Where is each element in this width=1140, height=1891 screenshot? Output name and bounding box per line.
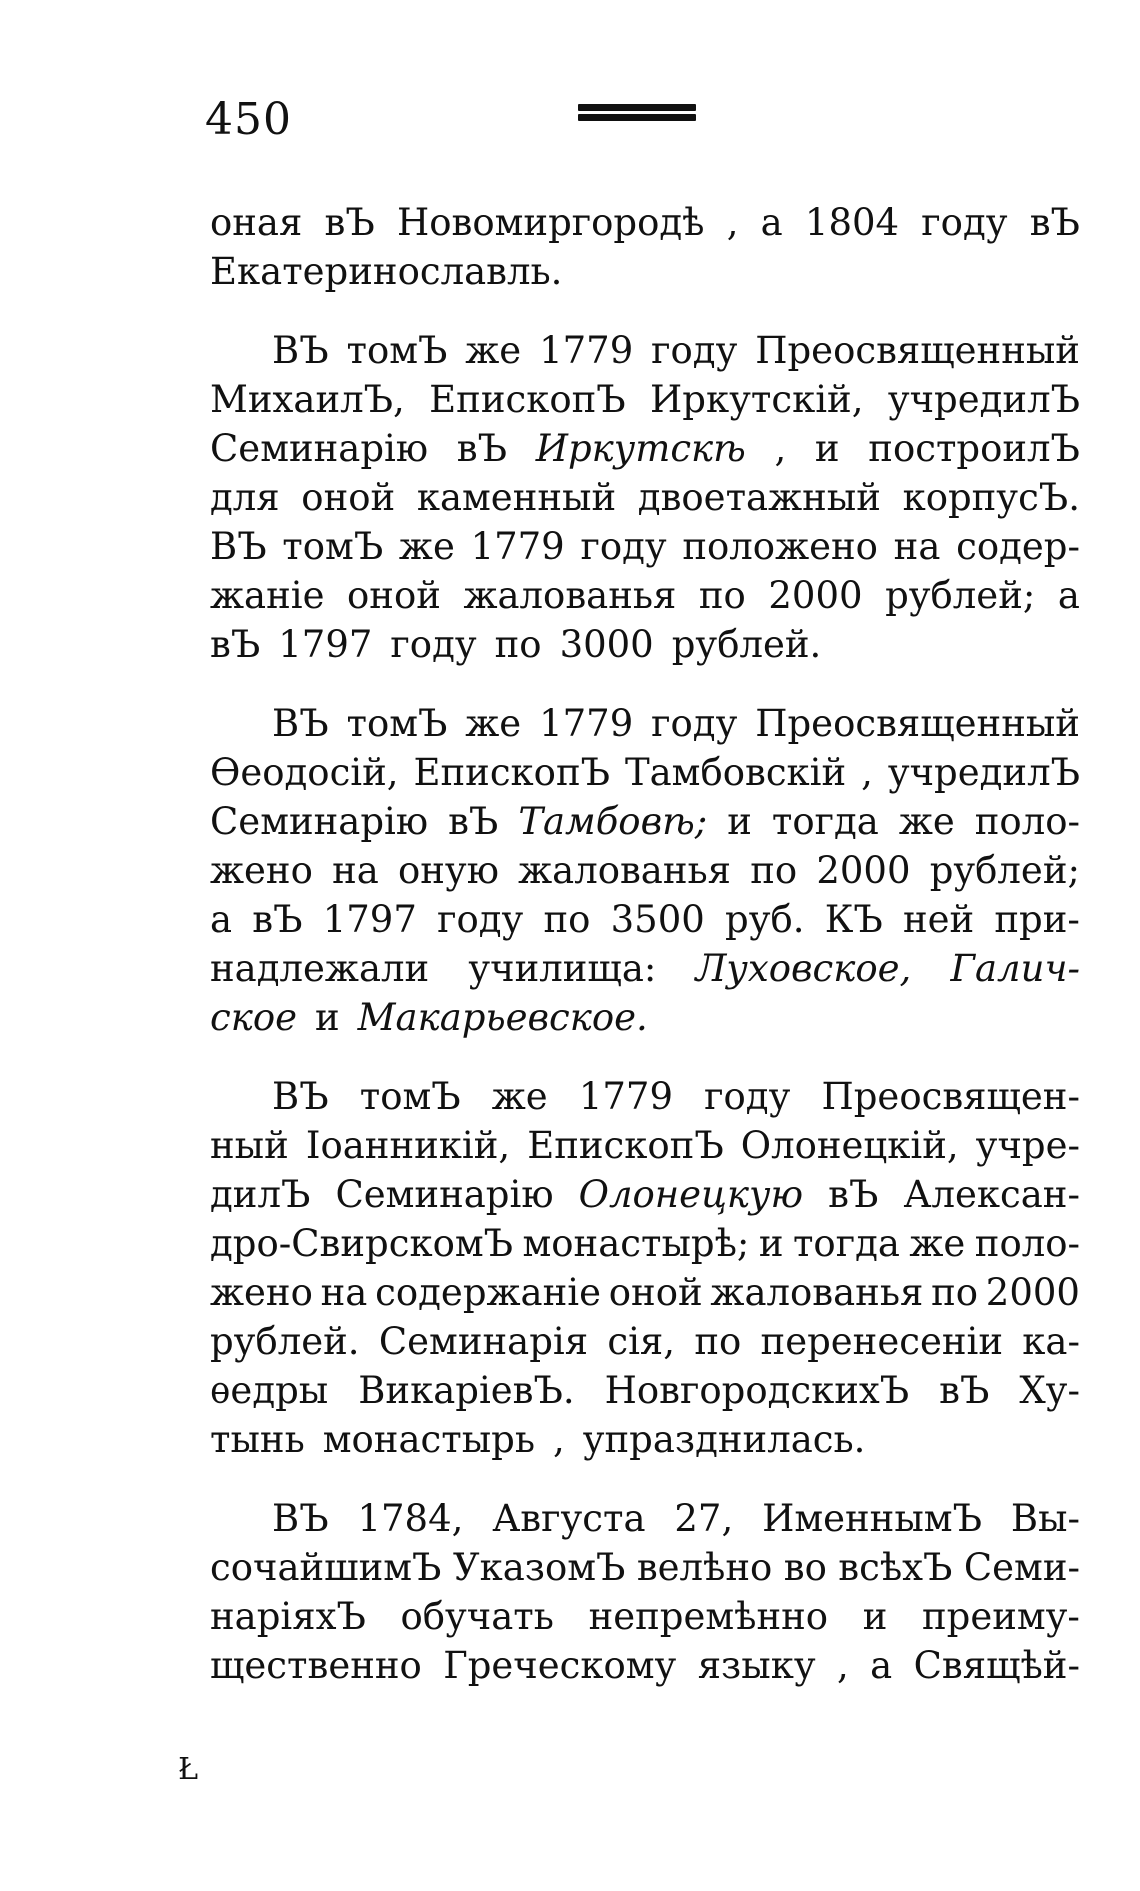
word: 3500 xyxy=(610,898,705,941)
word: , xyxy=(552,1418,565,1461)
word: содер- xyxy=(956,525,1080,568)
word: велѣно xyxy=(636,1546,773,1589)
word: рублей; xyxy=(929,849,1080,892)
word: 2000 xyxy=(816,849,911,892)
text-line xyxy=(210,375,1080,424)
word: Семи- xyxy=(963,1546,1080,1589)
word: вЪ xyxy=(448,800,499,843)
word: ѳедры xyxy=(210,1369,329,1412)
word: упразднилась. xyxy=(582,1418,866,1461)
word: ЕпископЪ xyxy=(413,751,610,794)
word: вЪ xyxy=(456,427,508,470)
word: году xyxy=(390,623,477,666)
word: а xyxy=(870,1644,893,1687)
word: и xyxy=(862,1595,888,1638)
word: Алексан- xyxy=(903,1173,1080,1216)
text-line xyxy=(210,748,1080,797)
word: учредилЪ xyxy=(887,378,1080,421)
word: по xyxy=(698,574,746,617)
word: на xyxy=(893,525,941,568)
word: жено xyxy=(210,849,313,892)
word: для xyxy=(210,476,280,519)
word: 27, xyxy=(674,1497,734,1540)
word: жалованья xyxy=(463,574,677,617)
word: оную xyxy=(397,849,499,892)
text-line xyxy=(210,1121,1080,1170)
word: году xyxy=(651,329,738,372)
word: Новомиргородѣ xyxy=(396,201,705,244)
word: руб. xyxy=(725,898,805,941)
word: дро-СвирскомЪ xyxy=(210,1222,514,1265)
word: же xyxy=(398,525,455,568)
word: сочайшимЪ xyxy=(210,1546,442,1589)
word: же xyxy=(465,329,522,372)
word: , xyxy=(836,1644,849,1687)
italic-word: ское xyxy=(210,996,297,1039)
word: УказомЪ xyxy=(452,1546,626,1589)
word: всѣхЪ xyxy=(838,1546,953,1589)
word: рублей; xyxy=(885,574,1036,617)
text-line xyxy=(210,198,1080,247)
word: 1797 xyxy=(278,623,373,666)
word: на xyxy=(320,1271,368,1314)
body-text xyxy=(210,198,1080,1690)
word: положено xyxy=(682,525,878,568)
paragraph-gap xyxy=(210,1042,1080,1072)
word: Семинарію xyxy=(335,1173,554,1216)
word: вЪ xyxy=(828,1173,879,1216)
ornament-rule xyxy=(578,104,696,111)
word: Свящѣй- xyxy=(913,1644,1080,1687)
word: содержаніе xyxy=(375,1271,601,1314)
word: ка- xyxy=(1022,1320,1080,1363)
word: а xyxy=(1057,574,1080,617)
word: году xyxy=(651,702,738,745)
word: году xyxy=(704,1075,791,1118)
word: училища: xyxy=(468,947,657,990)
word: тынь xyxy=(210,1418,305,1461)
word: при- xyxy=(994,898,1080,941)
word: оной xyxy=(301,476,396,519)
word: ВЪ xyxy=(272,702,329,745)
text-line xyxy=(210,1641,1080,1690)
text-line xyxy=(210,620,1080,669)
word: во xyxy=(783,1546,827,1589)
text-line xyxy=(210,846,1080,895)
word: , xyxy=(774,427,787,470)
word: ВЪ xyxy=(272,1497,329,1540)
text-line xyxy=(210,1494,1080,1543)
word: сія, xyxy=(607,1320,676,1363)
italic-word: Олонецкую xyxy=(578,1173,804,1216)
text-line xyxy=(210,1317,1080,1366)
word: , xyxy=(726,201,739,244)
word: ВЪ xyxy=(272,1075,329,1118)
word: тогда xyxy=(792,1222,900,1265)
italic-word: Тамбовѣ; xyxy=(518,800,708,843)
word: же xyxy=(491,1075,548,1118)
text-line xyxy=(210,699,1080,748)
text-line xyxy=(210,895,1080,944)
word: ВЪ xyxy=(210,525,267,568)
paragraph xyxy=(210,198,1080,296)
word: поло- xyxy=(974,800,1080,843)
word: монастырь xyxy=(322,1418,535,1461)
paragraph-gap xyxy=(210,296,1080,326)
word: монастырѣ; xyxy=(522,1222,750,1265)
italic-word: Галич- xyxy=(950,947,1080,990)
word: на xyxy=(332,849,379,892)
word: по xyxy=(750,849,798,892)
word: оной xyxy=(347,574,441,617)
text-line xyxy=(210,1415,1080,1464)
word: ЕпископЪ xyxy=(527,1124,724,1167)
word: КЪ xyxy=(824,898,883,941)
word: Олонецкій, xyxy=(740,1124,959,1167)
paragraph-gap xyxy=(210,669,1080,699)
word: Преосвященный xyxy=(755,329,1080,372)
word: вЪ xyxy=(939,1369,990,1412)
word: языку xyxy=(697,1644,816,1687)
text-line xyxy=(210,522,1080,571)
paragraph-gap xyxy=(210,1464,1080,1494)
word: двоетажный xyxy=(637,476,881,519)
word: 2000 xyxy=(985,1271,1080,1314)
text-line xyxy=(210,424,1080,473)
word: Преосвящен- xyxy=(821,1075,1080,1118)
word: Ѳеодосій, xyxy=(210,751,399,794)
word: ней xyxy=(902,898,975,941)
word: построилЪ xyxy=(868,427,1080,470)
text-line xyxy=(210,1219,1080,1268)
word: оной xyxy=(608,1271,703,1314)
word: Семинарію xyxy=(210,427,429,470)
word: преиму- xyxy=(921,1595,1080,1638)
word: 1779 xyxy=(539,702,634,745)
word: жаніе xyxy=(210,574,325,617)
word: томЪ xyxy=(346,329,448,372)
word: году xyxy=(437,898,524,941)
word: дилЪ xyxy=(210,1173,311,1216)
word: жено xyxy=(210,1271,313,1314)
word: вЪ xyxy=(324,201,375,244)
word: по xyxy=(931,1271,979,1314)
word: и xyxy=(814,427,840,470)
word: Вы- xyxy=(1010,1497,1080,1540)
word: Иркутскій, xyxy=(650,378,864,421)
word: по xyxy=(543,898,591,941)
word: 1779 xyxy=(539,329,634,372)
text-line xyxy=(210,993,1080,1042)
word: а xyxy=(210,898,233,941)
word: , xyxy=(861,751,873,794)
word: томЪ xyxy=(346,702,448,745)
word: Семинарію xyxy=(210,800,429,843)
text-line xyxy=(210,571,1080,620)
word: 1804 xyxy=(804,201,900,244)
word: непремѣнно xyxy=(588,1595,829,1638)
italic-word: Луховское, xyxy=(695,947,912,990)
text-line xyxy=(210,1592,1080,1641)
word: ВЪ xyxy=(272,329,329,372)
text-line xyxy=(210,473,1080,522)
text-line xyxy=(210,247,1080,296)
word: вЪ xyxy=(210,623,261,666)
word: 3000 xyxy=(559,623,654,666)
word: вЪ xyxy=(252,898,303,941)
word: перенесеніи xyxy=(760,1320,1004,1363)
word: оная xyxy=(210,201,303,244)
word: ЕпископЪ xyxy=(429,378,626,421)
word: Семинарія xyxy=(378,1320,589,1363)
text-line xyxy=(210,1268,1080,1317)
word: году xyxy=(921,201,1008,244)
word: 1779 xyxy=(470,525,565,568)
word: наріяхЪ xyxy=(210,1595,366,1638)
word: ный xyxy=(210,1124,289,1167)
word: и xyxy=(727,800,752,843)
word: обучать xyxy=(400,1595,554,1638)
word: Преосвященный xyxy=(755,702,1080,745)
text-line xyxy=(210,797,1080,846)
margin-mark: Ł xyxy=(178,1752,199,1787)
word: и xyxy=(315,996,340,1039)
word: 2000 xyxy=(768,574,863,617)
word: Іоанникій, xyxy=(305,1124,511,1167)
header-ornament xyxy=(578,104,696,132)
text-line xyxy=(210,944,1080,993)
word: 1797 xyxy=(322,898,417,941)
word: поло- xyxy=(974,1222,1080,1265)
word: году xyxy=(580,525,667,568)
word: учредилЪ xyxy=(887,751,1080,794)
paragraph xyxy=(210,699,1080,1042)
word: Екатеринославль. xyxy=(210,250,563,293)
paragraph xyxy=(210,1072,1080,1464)
text-line xyxy=(210,1543,1080,1592)
word: жалованья xyxy=(710,1271,924,1314)
italic-word: Макарьевское. xyxy=(357,996,648,1039)
word: и xyxy=(758,1222,784,1265)
word: томЪ xyxy=(282,525,384,568)
word: рублей. xyxy=(671,623,822,666)
word: учре- xyxy=(975,1124,1080,1167)
word: МихаилЪ, xyxy=(210,378,405,421)
word: жалованья xyxy=(518,849,732,892)
word: томЪ xyxy=(359,1075,461,1118)
word: вЪ xyxy=(1029,201,1080,244)
page-number: 450 xyxy=(205,94,292,145)
text-line xyxy=(210,1366,1080,1415)
paragraph xyxy=(210,326,1080,669)
word: по xyxy=(694,1320,742,1363)
word: НовгородскихЪ xyxy=(604,1369,910,1412)
ornament-rule xyxy=(578,114,696,121)
word: Ху- xyxy=(1019,1369,1080,1412)
word: Греческому xyxy=(443,1644,677,1687)
word: надлежали xyxy=(210,947,430,990)
word: Тамбовскій xyxy=(624,751,847,794)
word: щественно xyxy=(210,1644,422,1687)
word: же xyxy=(898,800,955,843)
word: а xyxy=(760,201,783,244)
word: каменный xyxy=(416,476,617,519)
text-line xyxy=(210,1072,1080,1121)
word: тогда xyxy=(771,800,879,843)
word: Августа xyxy=(492,1497,646,1540)
word: корпусЪ. xyxy=(902,476,1080,519)
text-line xyxy=(210,326,1080,375)
word: 1779 xyxy=(578,1075,673,1118)
word: 1784, xyxy=(357,1497,464,1540)
word: рублей. xyxy=(210,1320,360,1363)
word: по xyxy=(494,623,542,666)
word: же xyxy=(909,1222,966,1265)
text-line xyxy=(210,1170,1080,1219)
word: же xyxy=(465,702,522,745)
paragraph xyxy=(210,1494,1080,1690)
italic-word: Иркутскѣ xyxy=(535,427,746,470)
word: ВикаріевЪ. xyxy=(358,1369,575,1412)
word: ИменнымЪ xyxy=(762,1497,982,1540)
